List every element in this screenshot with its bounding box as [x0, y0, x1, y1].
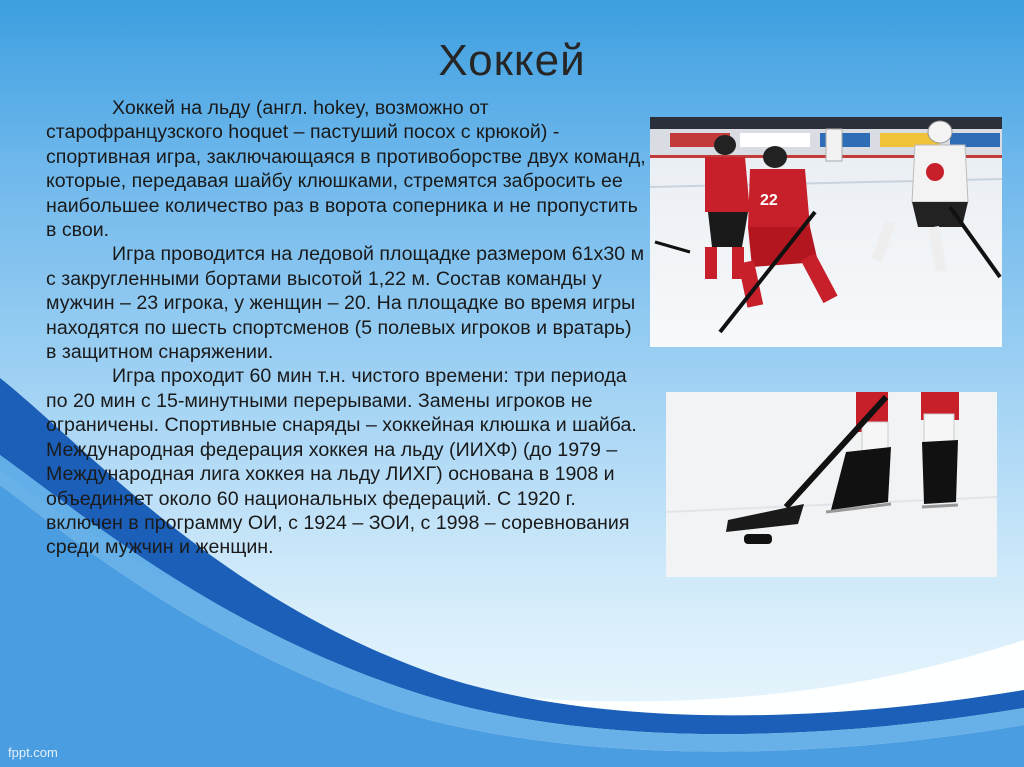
svg-text:22: 22: [760, 192, 778, 209]
paragraph: Игра проходит 60 мин т.н. чистого времени: три периода по 20 мин с 15-минутными перерывами. Замены игроков не ограничены. Спортивные снаряды – хоккейная клюшка и шайба. Международная федерация хоккея на льду (ИИХФ) (до 1979 – Международная лига хоккея на льду ЛИХГ) основана в 1908 и объединяет около 60 национальных федераций. С 1920 г. включен в программу ОИ, с 1924 – ЗОИ, с 1998 – соревнования среди мужчин и женщин.: [46, 365, 637, 559]
paragraph: Хоккей на льду (англ. hokey, возможно от старофранцузского hoquet – пастуший посох с крюкой) - спортивная игра, заключающаяся в противоборстве двух команд, которые, передавая шайбу клюшками, стремятся забросить ее наибольшее количество раз в ворота соперника и не пропустить в свои.: [46, 97, 646, 242]
hockey-players-photo: [650, 117, 1002, 347]
slide-title: Хоккей: [438, 36, 586, 85]
paragraph: Игра проводится на ледовой площадке размером 61х30 м с закругленными бортами высотой 1,22 м. Состав команды у мужчин – 23 игрока, у женщин – 20. На площадке во время игры находятся по шесть спортсменов (5 полевых игроков и вратарь) в защитном снаряжении.: [46, 243, 645, 364]
watermark: fppt.com: [8, 745, 58, 760]
hockey-stick-puck-photo: [666, 392, 997, 577]
slide-body: [46, 96, 646, 560]
